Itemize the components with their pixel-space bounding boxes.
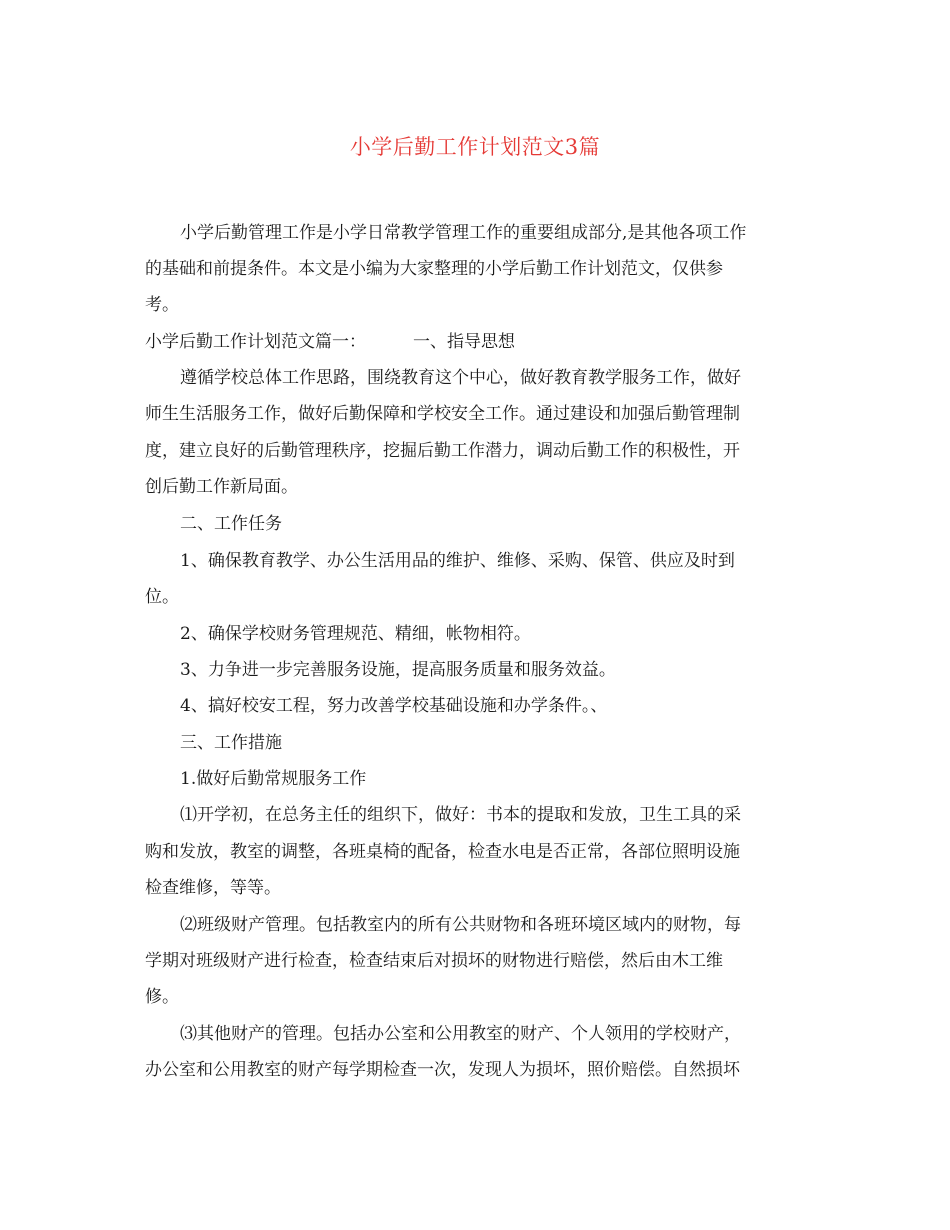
list-item: 3、力争进一步完善服务设施，提高服务质量和服务效益。 — [180, 660, 616, 680]
paragraph-line: 遵循学校总体工作思路，围绕教育这个中心，做好教育教学服务工作，做好 — [180, 368, 741, 388]
section-subheading: 二、工作任务 — [180, 514, 282, 534]
list-item: 2、确保学校财务管理规范、精细，帐物相符。 — [180, 624, 531, 644]
paragraph-line: 创后勤工作新局面。 — [145, 477, 298, 497]
list-item: 4、搞好校安工程，努力改善学校基础设施和办学条件。、 — [180, 696, 608, 716]
paragraph-line: 师生生活服务工作，做好后勤保障和学校安全工作。通过建设和加强后勤管理制 — [145, 404, 740, 424]
paragraph-line: ⑵班级财产管理。包括教室内的所有公共财物和各班环境区域内的财物，每 — [180, 915, 741, 935]
list-item-continuation: 位。 — [145, 587, 179, 607]
paragraph-line: 的基础和前提条件。本文是小编为大家整理的小学后勤工作计划范文，仅供参 — [145, 259, 723, 279]
document-title: 小学后勤工作计划范文3篇 — [349, 135, 601, 159]
section-heading — [145, 330, 825, 354]
paragraph-line: 购和发放，教室的调整，各班桌椅的配备，检查水电是否正常，各部位照明设施 — [145, 842, 740, 862]
paragraph-line: ⑶其他财产的管理。包括办公室和公用教室的财产、个人领用的学校财产， — [180, 1024, 741, 1044]
subsection-heading: 1.做好后勤常规服务工作 — [180, 769, 367, 789]
paragraph-line: 考。 — [145, 295, 179, 315]
paragraph-line: 修。 — [145, 987, 179, 1007]
paragraph-line: 办公室和公用教室的财产每学期检查一次，发现人为损坏，照价赔偿。自然损坏 — [145, 1060, 740, 1080]
section-heading-label: 小学后勤工作计划范文篇一： — [145, 332, 366, 352]
section-subheading: 三、工作措施 — [180, 733, 282, 753]
paragraph-line: ⑴开学初，在总务主任的组织下，做好：书本的提取和发放，卫生工具的采 — [180, 805, 741, 825]
paragraph-line: 学期对班级财产进行检查，检查结束后对损坏的财物进行赔偿，然后由木工维 — [145, 951, 723, 971]
section-subheading: 一、指导思想 — [413, 332, 515, 352]
paragraph-line: 检查维修，等等。 — [145, 878, 281, 898]
paragraph-line: 度，建立良好的后勤管理秩序，挖掘后勤工作潜力，调动后勤工作的积极性，开 — [145, 441, 740, 461]
paragraph-line: 小学后勤管理工作是小学日常教学管理工作的重要组成部分,是其他各项工作 — [180, 223, 747, 243]
list-item: 1、确保教育教学、办公生活用品的维护、维修、采购、保管、供应及时到 — [180, 551, 735, 571]
